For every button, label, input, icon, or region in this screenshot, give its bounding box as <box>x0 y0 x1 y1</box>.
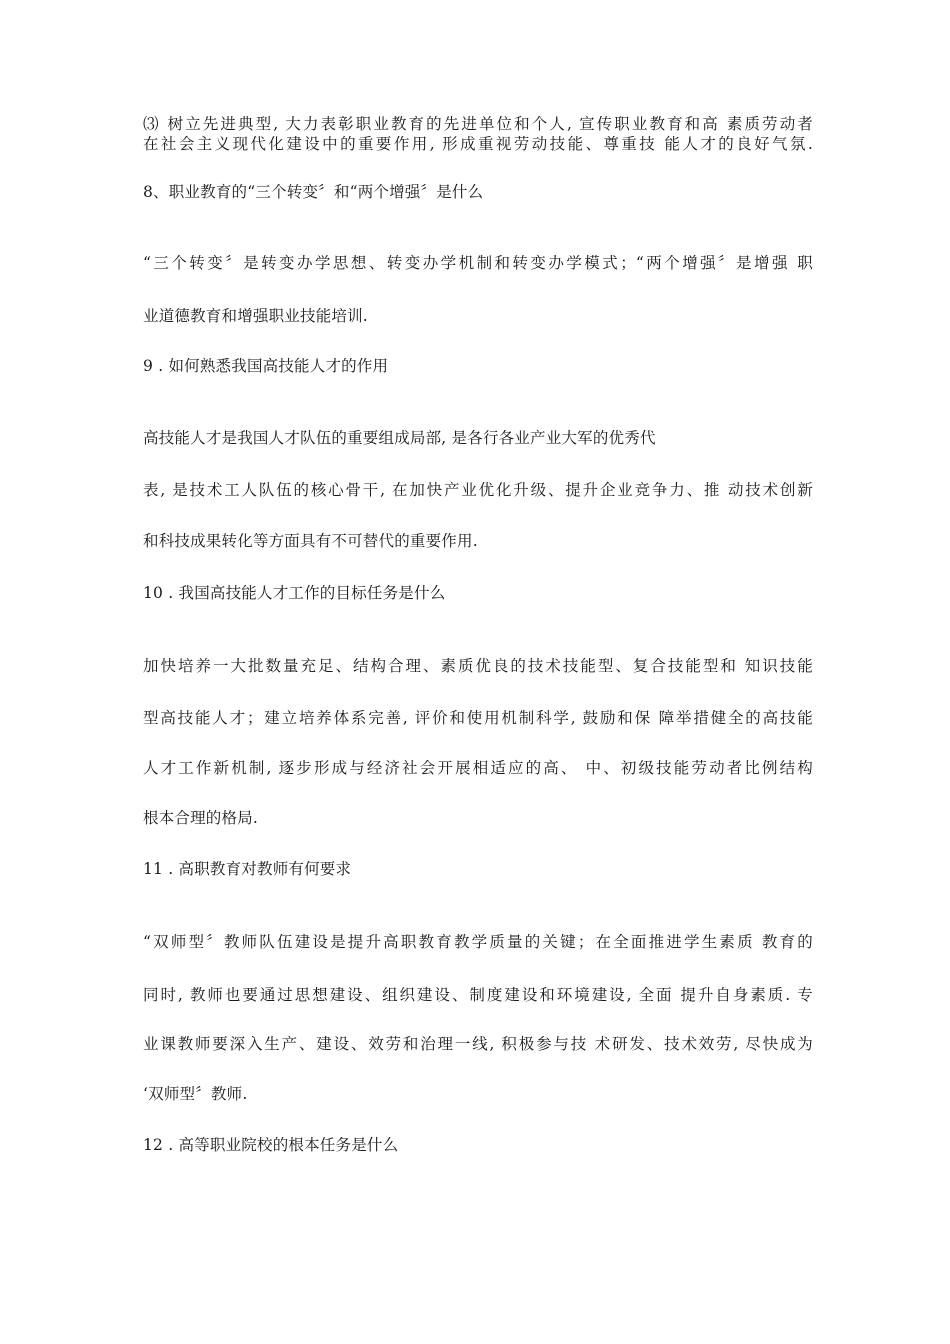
question-heading: 10 . 我国高技能人才工作的目标任务是什么 <box>143 584 446 602</box>
paragraph-line: ‘双师型〞教师. <box>143 1085 248 1103</box>
paragraph-line: 根本合理的格局. <box>143 809 259 827</box>
paragraph-line: ⑶ 树立先进典型, 大力表彰职业教育的先进单位和个人, 宣传职业教育和高 素质劳动者 <box>143 115 813 133</box>
paragraph-line: 表, 是技术工人队伍的核心骨干, 在加快产业优化升级、提升企业竞争力、推 动技术创新 <box>143 481 813 499</box>
question-heading: 11 . 高职教育对教师有何要求 <box>143 860 352 878</box>
paragraph-line: 型高技能人才；建立培养体系完善, 评价和使用机制科学, 鼓励和保 障举措健全的高技能 <box>143 709 813 727</box>
paragraph-line: 人才工作新机制, 逐步形成与经济社会开展相适应的高、 中、初级技能劳动者比例结构 <box>143 759 813 777</box>
question-heading: 9 . 如何熟悉我国高技能人才的作用 <box>143 357 389 375</box>
question-heading: 8、职业教育的“三个转变〞和“两个增强〞是什么 <box>143 183 484 201</box>
question-heading: 12 . 高等职业院校的根本任务是什么 <box>143 1136 399 1154</box>
paragraph-line: “三个转变〞是转变办学思想、转变办学机制和转变办学模式；“两个增强〞是增强 职 <box>143 254 813 272</box>
paragraph-line: 业课教师要深入生产、建设、效劳和治理一线, 积极参与技 术研发、技术效劳, 尽快成为 <box>143 1035 813 1053</box>
paragraph-line: 在社会主义现代化建设中的重要作用, 形成重视劳动技能、尊重技 能人才的良好气氛. <box>143 135 813 153</box>
paragraph-line: “双师型〞教师队伍建设是提升高职教育教学质量的关键；在全面推进学生素质 教育的 <box>143 933 813 951</box>
paragraph-line: 高技能人才是我国人才队伍的重要组成局部, 是各行各业产业大军的优秀代 <box>143 429 656 447</box>
paragraph-line: 业道德教育和增强职业技能培训. <box>143 307 368 325</box>
paragraph-line: 同时, 教师也要通过思想建设、组织建设、制度建设和环境建设, 全面 提升自身素质. 专 <box>143 986 813 1004</box>
paragraph-line: 和科技成果转化等方面具有不可替代的重要作用. <box>143 532 478 550</box>
paragraph-line: 加快培养一大批数量充足、结构合理、素质优良的技术技能型、复合技能型和 知识技能 <box>143 657 813 675</box>
